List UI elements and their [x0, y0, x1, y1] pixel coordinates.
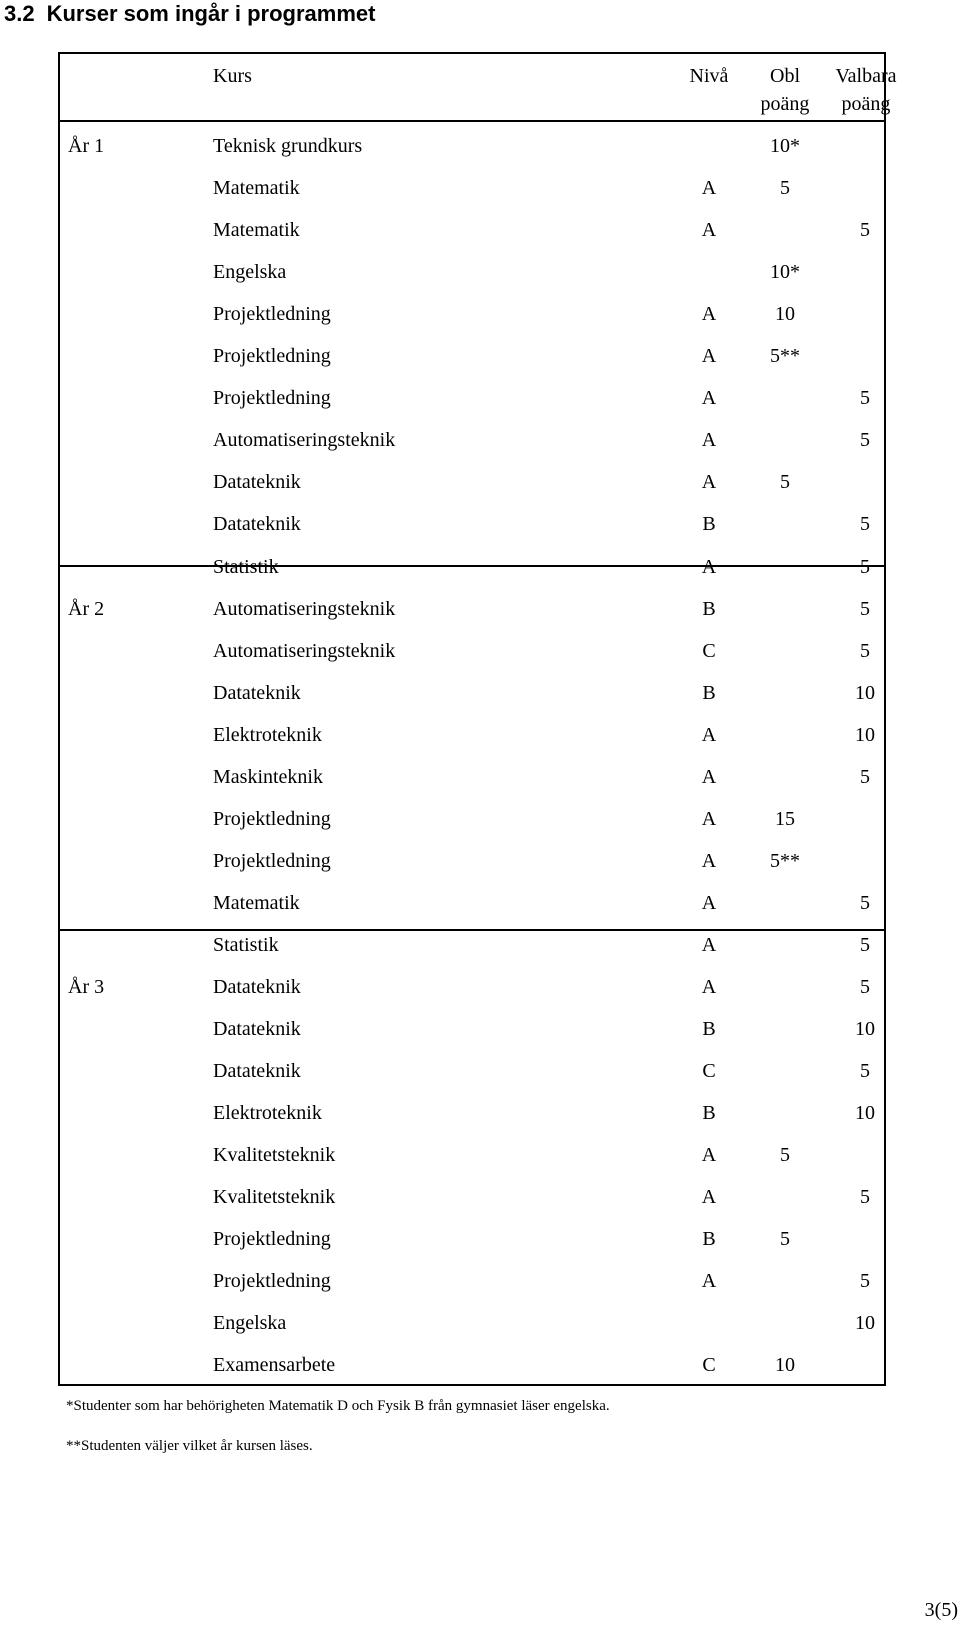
- row-valbara-points: 10: [855, 1312, 875, 1334]
- row-level: A: [701, 429, 717, 451]
- header-valbara: [830, 62, 902, 118]
- row-valbara-points: 5: [860, 640, 870, 662]
- row-course: Kvalitetsteknik: [213, 1186, 336, 1208]
- header-obl-line1: Obl: [770, 65, 800, 87]
- row-valbara-points: 10: [855, 1102, 875, 1124]
- page-number: 3(5): [924, 1599, 958, 1621]
- row-valbara-points: 5: [860, 598, 870, 620]
- row-course: Projektledning: [213, 808, 331, 830]
- row-level: A: [701, 1144, 717, 1166]
- row-valbara-points: 5: [860, 892, 870, 914]
- row-level: A: [701, 177, 717, 199]
- row-valbara-points: 5: [860, 556, 870, 578]
- row-level: C: [702, 1060, 716, 1082]
- row-level: A: [701, 345, 717, 367]
- footnote-1: *Studenter som har behörigheten Matematik D och Fysik B från gymnasiet läser engelska.: [66, 1398, 610, 1414]
- row-course: Datateknik: [213, 1018, 301, 1040]
- section-heading: [4, 0, 375, 28]
- row-course: Teknisk grundkurs: [213, 135, 363, 157]
- row-course: Engelska: [213, 261, 287, 283]
- row-obl-points: 10: [775, 1354, 795, 1376]
- row-course: Matematik: [213, 177, 300, 199]
- row-valbara-points: 5: [860, 429, 870, 451]
- header-kurs: Kurs: [213, 65, 252, 87]
- row-obl-points: 10: [775, 303, 795, 325]
- row-valbara-points: 5: [860, 766, 870, 788]
- row-course: Datateknik: [213, 513, 301, 535]
- row-valbara-points: 5: [860, 1186, 870, 1208]
- row-course: Kvalitetsteknik: [213, 1144, 336, 1166]
- row-course: Matematik: [213, 219, 300, 241]
- row-year: År 3: [68, 976, 105, 998]
- row-obl-points: 5**: [770, 345, 800, 367]
- row-obl-points: 10*: [770, 261, 800, 283]
- row-level: B: [702, 598, 716, 620]
- row-level: B: [702, 1102, 716, 1124]
- row-level: C: [702, 640, 716, 662]
- row-obl-points: 5: [780, 1228, 790, 1250]
- row-obl-points: 5: [780, 177, 790, 199]
- row-course: Statistik: [213, 556, 279, 578]
- header-valbara-line2: poäng: [841, 93, 891, 115]
- row-valbara-points: 10: [855, 724, 875, 746]
- row-course: Projektledning: [213, 387, 331, 409]
- header-divider: [58, 120, 886, 122]
- row-level: A: [701, 219, 717, 241]
- row-course: Automatiseringsteknik: [213, 598, 396, 620]
- header-niva: Nivå: [689, 65, 729, 87]
- row-valbara-points: 5: [860, 219, 870, 241]
- row-course: Datateknik: [213, 1060, 301, 1082]
- row-obl-points: 5: [780, 1144, 790, 1166]
- row-level: A: [701, 892, 717, 914]
- row-valbara-points: 5: [860, 1060, 870, 1082]
- row-level: A: [701, 976, 717, 998]
- footnote-2: **Studenten väljer vilket år kursen läses.: [66, 1438, 313, 1454]
- row-valbara-points: 5: [860, 976, 870, 998]
- row-level: B: [702, 682, 716, 704]
- row-course: Automatiseringsteknik: [213, 429, 396, 451]
- row-course: Examensarbete: [213, 1354, 336, 1376]
- row-valbara-points: 5: [860, 1270, 870, 1292]
- row-year: År 2: [68, 598, 105, 620]
- row-course: Datateknik: [213, 471, 301, 493]
- row-course: Datateknik: [213, 976, 301, 998]
- row-level: A: [701, 1270, 717, 1292]
- row-level: A: [701, 934, 717, 956]
- header-obl-line2: poäng: [760, 93, 810, 115]
- row-course: Projektledning: [213, 345, 331, 367]
- row-obl-points: 10*: [770, 135, 800, 157]
- row-level: B: [702, 513, 716, 535]
- row-level: B: [702, 1018, 716, 1040]
- row-level: A: [701, 556, 717, 578]
- row-course: Statistik: [213, 934, 279, 956]
- row-obl-points: 15: [775, 808, 795, 830]
- year-divider-3: [58, 929, 886, 931]
- row-level: A: [701, 850, 717, 872]
- row-valbara-points: 5: [860, 387, 870, 409]
- row-year: År 1: [68, 135, 105, 157]
- year-divider-2: [58, 565, 886, 567]
- row-level: C: [702, 1354, 716, 1376]
- row-obl-points: 5: [780, 471, 790, 493]
- row-valbara-points: 5: [860, 934, 870, 956]
- row-course: Projektledning: [213, 1228, 331, 1250]
- row-course: Matematik: [213, 892, 300, 914]
- row-level: B: [702, 1228, 716, 1250]
- row-course: Projektledning: [213, 850, 331, 872]
- row-valbara-points: 10: [855, 1018, 875, 1040]
- row-level: A: [701, 1186, 717, 1208]
- row-course: Elektroteknik: [213, 724, 322, 746]
- row-level: A: [701, 303, 717, 325]
- header-obl: [750, 62, 820, 118]
- row-course: Maskinteknik: [213, 766, 323, 788]
- row-level: A: [701, 724, 717, 746]
- row-course: Elektroteknik: [213, 1102, 322, 1124]
- header-valbara-line1: Valbara: [835, 65, 897, 87]
- row-course: Projektledning: [213, 1270, 331, 1292]
- row-course: Automatiseringsteknik: [213, 640, 396, 662]
- section-title: Kurser som ingår i programmet: [46, 1, 376, 26]
- row-valbara-points: 5: [860, 513, 870, 535]
- row-level: A: [701, 808, 717, 830]
- row-course: Datateknik: [213, 682, 301, 704]
- row-course: Engelska: [213, 1312, 287, 1334]
- course-table: [58, 52, 886, 1386]
- row-valbara-points: 10: [855, 682, 875, 704]
- section-number: 3.2: [4, 1, 35, 26]
- row-level: A: [701, 387, 717, 409]
- row-obl-points: 5**: [770, 850, 800, 872]
- row-level: A: [701, 766, 717, 788]
- row-level: A: [701, 471, 717, 493]
- row-course: Projektledning: [213, 303, 331, 325]
